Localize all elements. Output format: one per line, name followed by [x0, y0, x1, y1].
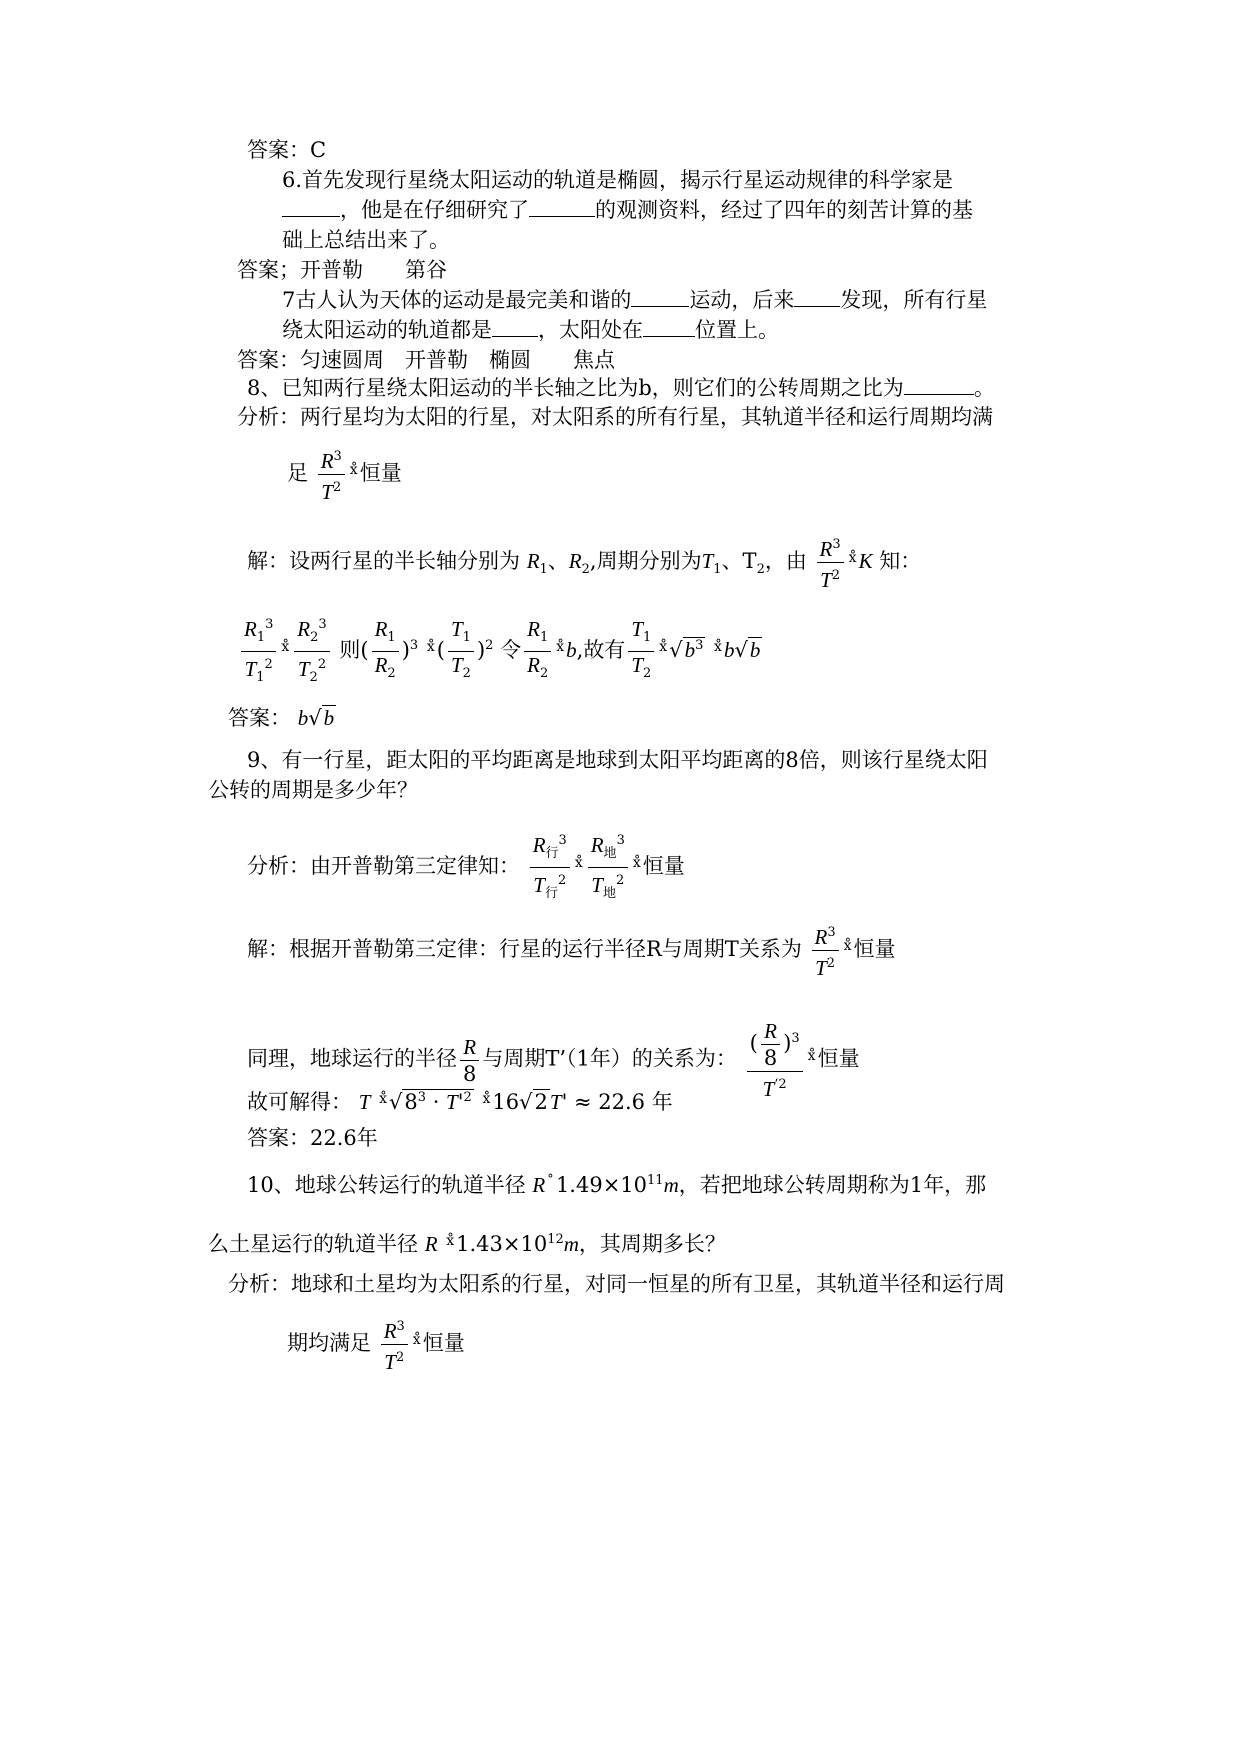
- fraction: $\frac{R_1}{R_2}$: [372, 616, 399, 687]
- question-6-line-2: ，他是在仔细研究了 的观测资料，经过了四年的刻苦计算的基: [282, 196, 973, 224]
- solution-q8-equation: $\frac{R_1^3}{T_1^2}$ $^{ⅹ̊}$ $\frac{R_2^3}{T_2^2}$ 则( $\frac{R_1}{R_2}$ )$^3$ $^{ⅹ̊}$( $\frac{T_1}{T_2}$ )$^2$ 令 $\frac{R_1}{R_2}$ $^{ⅹ̊}$b,故有 $\frac{T_1}{T_2}$ $^{ⅹ̊}√b^3$ $^{ⅹ̊}$b√b: [238, 612, 762, 691]
- question-9-line-2: 公转的周期是多少年？: [208, 778, 418, 802]
- question-10-line-2: 么土星运行的轨道半径 R $^{ⅹ̊}1.43\times 10^{12}m$，其周期多长？: [208, 1232, 726, 1256]
- fraction: $\frac{T_1}{T_2}$: [628, 616, 654, 687]
- answer-q9: 答案：22.6年: [247, 1126, 378, 1150]
- solution-q8-line-1: 解：设两行星的半长轴分别为 $R_1$、$R_2$,周期分别为$T_1$、$T_2$，由 $\frac{R^3}{T^2}$ $^{ⅹ̊}$K 知：: [247, 532, 921, 593]
- question-9-line-1: 9、有一行星，距太阳的平均距离是地球到太阳平均距离的8倍，则该行星绕太阳: [247, 748, 988, 772]
- answer-q8: 答案： b√b: [228, 706, 335, 730]
- solution-q9-line-1: 解：根据开普勒第三定律：行星的运行半径R与周期T关系为 $\frac{R^3}{T^2}$ $^{ⅹ̊}$恒量: [247, 920, 896, 981]
- analysis-q10-formula: 期均满足 $\frac{R^3}{T^2}$ $^{ⅹ̊}$恒量: [287, 1314, 465, 1375]
- fraction: ( $\frac{R}{8}$ )$^3$ $T^{‘2}$: [747, 1018, 803, 1102]
- blank: [631, 286, 689, 307]
- solution-q9-result: 故可解得： T $^{ⅹ̊}√8^3 \cdot T'^2$ $^{ⅹ̊}$16√2T' ≈ 22.6 年: [247, 1090, 673, 1114]
- fraction: $\frac{R_地^3}{T_地^2}$: [588, 828, 628, 907]
- answer-q6: 答案；开普勒 第谷: [237, 258, 447, 282]
- analysis-q8: 分析：两行星均为太阳的行星，对太阳系的所有行星，其轨道半径和运行周期均满: [237, 405, 993, 429]
- blank: [492, 316, 538, 337]
- fraction: $\frac{R^3}{T^2}$: [817, 532, 844, 593]
- question-10-line-1: 10、地球公转运行的轨道半径 R $1.49\times 10^{11}m$，若把地球公转周期称为1年，那: [247, 1173, 987, 1197]
- fraction: $\frac{R}{8}$: [460, 1034, 479, 1087]
- blank: [904, 374, 974, 395]
- question-7-line-2: 绕太阳运动的轨道都是 ，太阳处在 位置上。: [282, 318, 779, 342]
- fraction: $\frac{T_1}{T_2}$: [448, 616, 474, 687]
- answer-q5: 答案：C: [247, 138, 327, 162]
- fraction: $\frac{R^3}{T^2}$: [812, 920, 839, 981]
- fraction: $\frac{R^3}{T^2}$: [381, 1314, 408, 1375]
- fraction: $\frac{R_1}{R_2}$: [524, 616, 551, 687]
- question-6-line-3: 础上总结出来了。: [282, 228, 450, 252]
- solution-q9-line-2: 同理，地球运行的半径 $\frac{R}{8}$ 与周期T’（1年）的关系为： ( $\frac{R}{8}$ )$^3$ $T^{‘2}$ $^{ⅹ̊}$恒量: [247, 1019, 860, 1101]
- analysis-q9: 分析：由开普勒第三定律知： $\frac{R_行^3}{T_行^2}$ $^{ⅹ̊}$ $\frac{R_地^3}{T_地^2}$ $^{ⅹ̊}$恒量: [247, 828, 685, 907]
- fraction: $\frac{R_2^3}{T_2^2}$: [294, 612, 329, 691]
- fraction: $\frac{R^3}{T^2}$: [318, 444, 345, 505]
- blank: [794, 286, 840, 307]
- blank: [643, 316, 695, 337]
- blank: [529, 196, 595, 217]
- analysis-q10: 分析：地球和土星均为太阳系的行星，对同一恒星的所有卫星，其轨道半径和运行周: [228, 1272, 1005, 1296]
- analysis-q8-formula: 足 $\frac{R^3}{T^2}$ $^{ⅹ̊}$恒量: [287, 444, 402, 505]
- fraction: $\frac{R_1^3}{T_1^2}$: [241, 612, 276, 691]
- answer-q7: 答案：匀速圆周 开普勒 椭圆 焦点: [237, 348, 615, 372]
- question-8: 8、已知两行星绕太阳运动的半长轴之比为b，则它们的公转周期之比为 。: [247, 376, 995, 400]
- fraction: $\frac{R_行^3}{T_行^2}$: [530, 828, 570, 907]
- question-6-line-1: 6.首先发现行星绕太阳运动的轨道是椭圆，揭示行星运动规律的科学家是: [282, 168, 954, 192]
- blank: [282, 196, 340, 217]
- question-7-line-1: 7古人认为天体的运动是最完美和谐的 运动，后来 发现，所有行星: [282, 288, 988, 312]
